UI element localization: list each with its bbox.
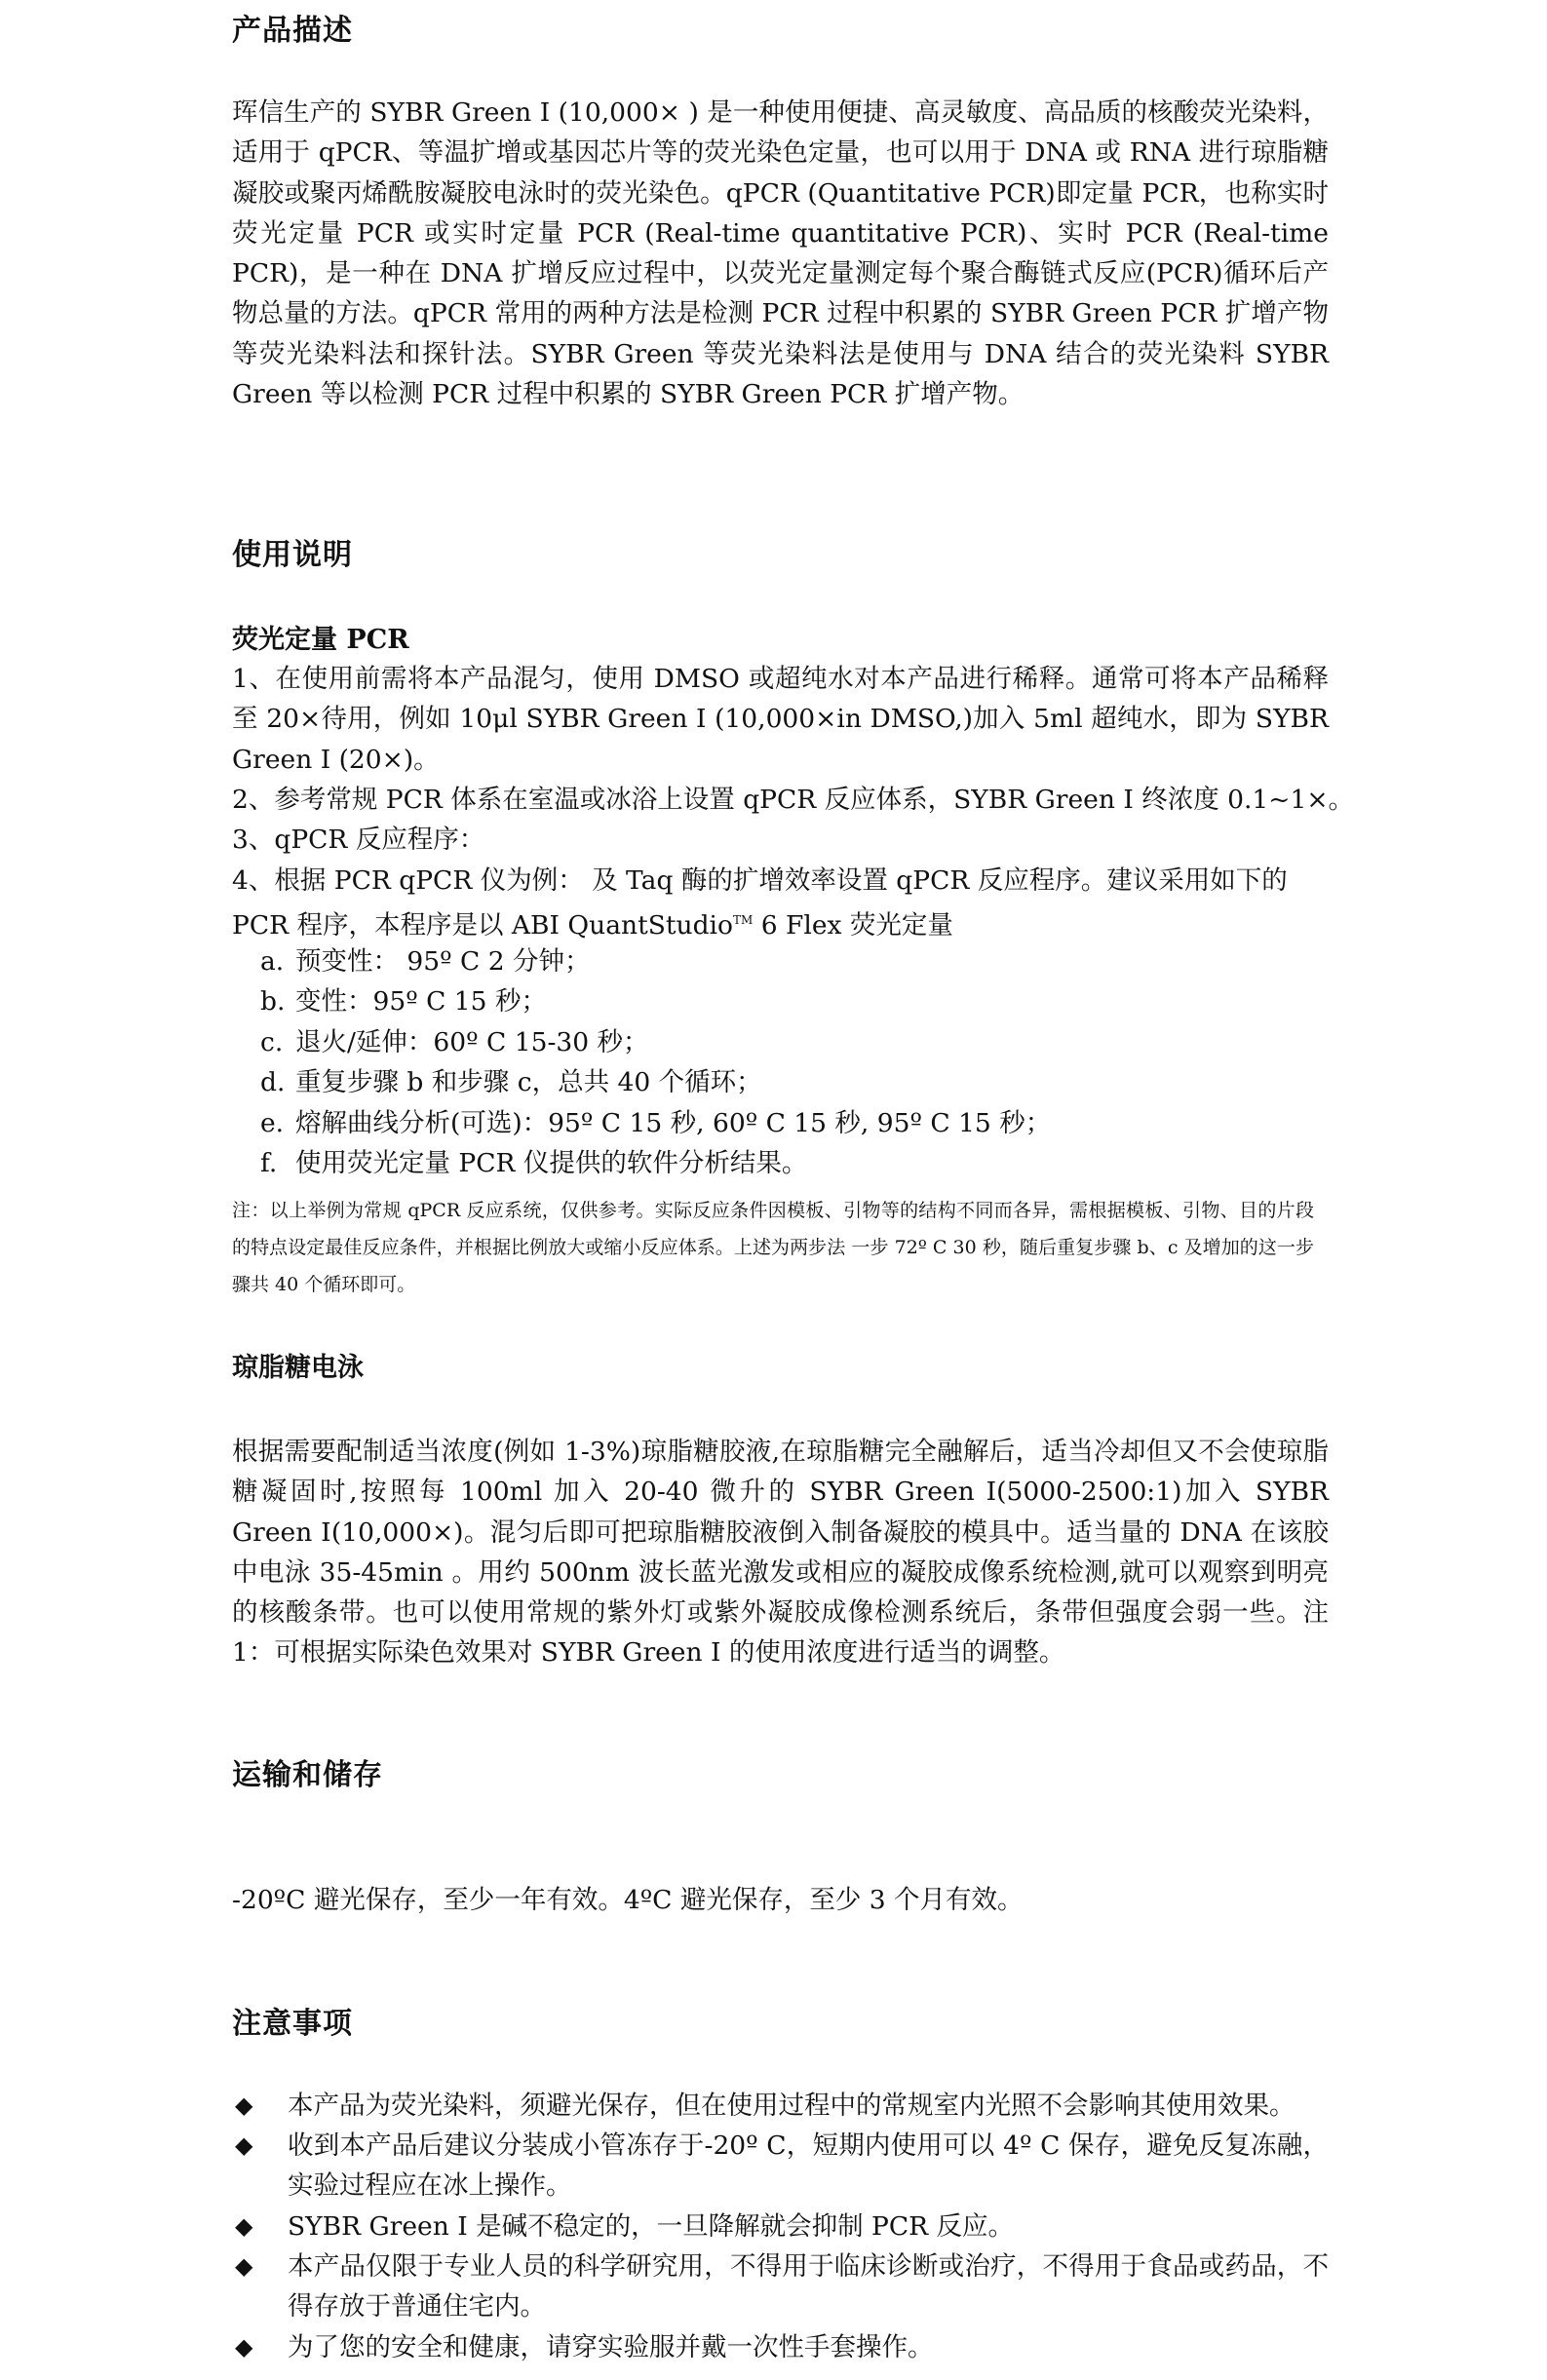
substep-label: e.: [260, 1108, 285, 1138]
section-heading-usage: 使用说明: [232, 538, 353, 572]
qpcr-note: 注：以上举例为常规 qPCR 反应系统，仅供参考。实际反应条件因模板、引物等的结构不同而各异，需根据模板、引物、目的片段的特点设定最佳反应条件，并根据比例放大或缩小反应体系。上述为两步法 一步 72º C 30 秒，随后重复步骤 b、c 及增加的这一步骤共 40 个循环即可。: [232, 1200, 1314, 1295]
description-paragraph: 珲信生产的 SYBR Green I (10,000× ) 是一种使用便捷、高灵敏度、高品质的核酸荧光染料，适用于 qPCR、等温扩增或基因芯片等的荧光染色定量，也可以用于 DNA 或 RNA 进行琼脂糖凝胶或聚丙烯酰胺凝胶电泳时的荧光染色。qPCR (Quantitative PCR)即定量 PCR，也称实时荧光定量 PCR 或实时定量 PCR (Real-time quantitative PCR)、实时 PCR (Real-time PCR)，是一种在 DNA 扩增反应过程中，以荧光定量测定每个聚合酶链式反应(PCR)循环后产物总量的方法。qPCR 常用的两种方法是检测 PCR 过程中积累的 SYBR Green PCR 扩增产物等荧光染料法和探针法。SYBR Green 等荧光染料法是使用与 DNA 结合的荧光染料 SYBR Green 等以检测 PCR 过程中积累的 SYBR Green PCR 扩增产物。: [232, 97, 1329, 410]
substep-label: f.: [260, 1148, 278, 1178]
gel-paragraph: 根据需要配制适当浓度(例如 1-3%)琼脂糖胶液,在琼脂糖完全融解后，适当冷却但又不会使琼脂糖凝固时,按照每 100ml 加入 20-40 微升的 SYBR Green I(5000-2500:1)加入 SYBR Green Ⅰ(10,000×)。混匀后即可把琼脂糖胶液倒入制备凝胶的模具中。适当量的 DNA 在该胶中电泳 35-45min 。用约 500nm 波长蓝光激发或相应的凝胶成像系统检测,就可以观察到明亮的核酸条带。也可以使用常规的紫外灯或紫外凝胶成像检测系统后，条带但强度会弱一些。注 1：可根据实际染色效果对 SYBR Green Ⅰ 的使用浓度进行适当的调整。: [232, 1437, 1329, 1669]
diamond-bullet-icon: ◆: [235, 2333, 253, 2361]
section-heading-storage: 运输和储存: [232, 1758, 383, 1792]
precaution-item: [232, 2086, 1329, 2126]
substep-label: d.: [260, 1067, 286, 1097]
storage-text: -20ºC 避光保存，至少一年有效。4ºC 避光保存，至少 3 个月有效。: [232, 1885, 1024, 1915]
substep-b: [260, 981, 547, 1021]
step-4-text-a: PCR 程序，本程序是以 ABI QuantStudio: [232, 909, 733, 940]
trademark-mark: TM: [732, 913, 754, 927]
precaution-text: 本产品为荧光染料，须避光保存，但在使用过程中的常规室内光照不会影响其使用效果。: [288, 2091, 1296, 2121]
substep-a: [260, 941, 591, 981]
substep-text: 退火/延伸：60º C 15-30 秒；: [295, 1027, 649, 1057]
section-heading-precautions: 注意事项: [232, 2007, 353, 2041]
step-4-line-1: 4、根据 PCR qPCR 仪为例： 及 Taq 酶的扩增效率设置 qPCR 反应程序。建议采用如下的: [232, 865, 1288, 896]
substep-f: [260, 1143, 807, 1183]
precaution-item: [232, 2126, 1329, 2207]
precaution-text: 为了您的安全和健康，请穿实验服并戴一次性手套操作。: [288, 2332, 934, 2362]
substep-d: [260, 1062, 762, 1102]
precaution-text: SYBR Green I 是碱不稳定的，一旦降解就会抑制 PCR 反应。: [288, 2211, 1014, 2242]
precaution-item: [232, 2246, 1329, 2327]
substep-text: 熔解曲线分析(可选)：95º C 15 秒, 60º C 15 秒, 95º C 15 秒；: [295, 1108, 1052, 1138]
substep-text: 变性：95º C 15 秒；: [295, 986, 547, 1017]
subheading-gel: 琼脂糖电泳: [232, 1353, 364, 1383]
substep-label: c.: [260, 1027, 284, 1057]
step-2: 2、参考常规 PCR 体系在室温或冰浴上设置 qPCR 反应体系，SYBR Green I 终浓度 0.1~1×。: [232, 785, 1355, 815]
substep-text: 重复步骤 b 和步骤 c，总共 40 个循环；: [295, 1067, 762, 1097]
section-heading-description: 产品描述: [232, 14, 353, 48]
step-4-line-2: [232, 901, 953, 945]
diamond-bullet-icon: ◆: [235, 2131, 253, 2159]
substep-text: 使用荧光定量 PCR 仪提供的软件分析结果。: [295, 1148, 808, 1178]
step-3: 3、qPCR 反应程序：: [232, 825, 485, 855]
diamond-bullet-icon: ◆: [235, 2212, 253, 2240]
substep-text: 预变性： 95º C 2 分钟；: [295, 946, 591, 977]
precaution-item: [232, 2207, 1329, 2246]
subheading-qpcr: 荧光定量 PCR: [232, 625, 409, 655]
substep-c: [260, 1022, 649, 1062]
step-1: 1、在使用前需将本产品混匀，使用 DMSO 或超纯水对本产品进行稀释。通常可将本产品稀释至 20×待用，例如 10μl SYBR Green I (10,000×in DMSO,)加入 5ml 超纯水，即为 SYBR Green I (20×)。: [232, 664, 1329, 775]
precaution-text: 收到本产品后建议分装成小管冻存于-20º C，短期内使用可以 4º C 保存，避免反复冻融，实验过程应在冰上操作。: [288, 2130, 1329, 2202]
precaution-text: 本产品仅限于专业人员的科学研究用，不得用于临床诊断或治疗，不得用于食品或药品，不得存放于普通住宅内。: [288, 2251, 1329, 2322]
substep-e: [260, 1103, 1051, 1143]
substep-label: a.: [260, 946, 285, 977]
diamond-bullet-icon: ◆: [235, 2252, 253, 2280]
step-4-text-b: 6 Flex 荧光定量: [753, 909, 953, 940]
diamond-bullet-icon: ◆: [235, 2092, 253, 2119]
precaution-item: [232, 2327, 1329, 2367]
substep-label: b.: [260, 986, 286, 1017]
